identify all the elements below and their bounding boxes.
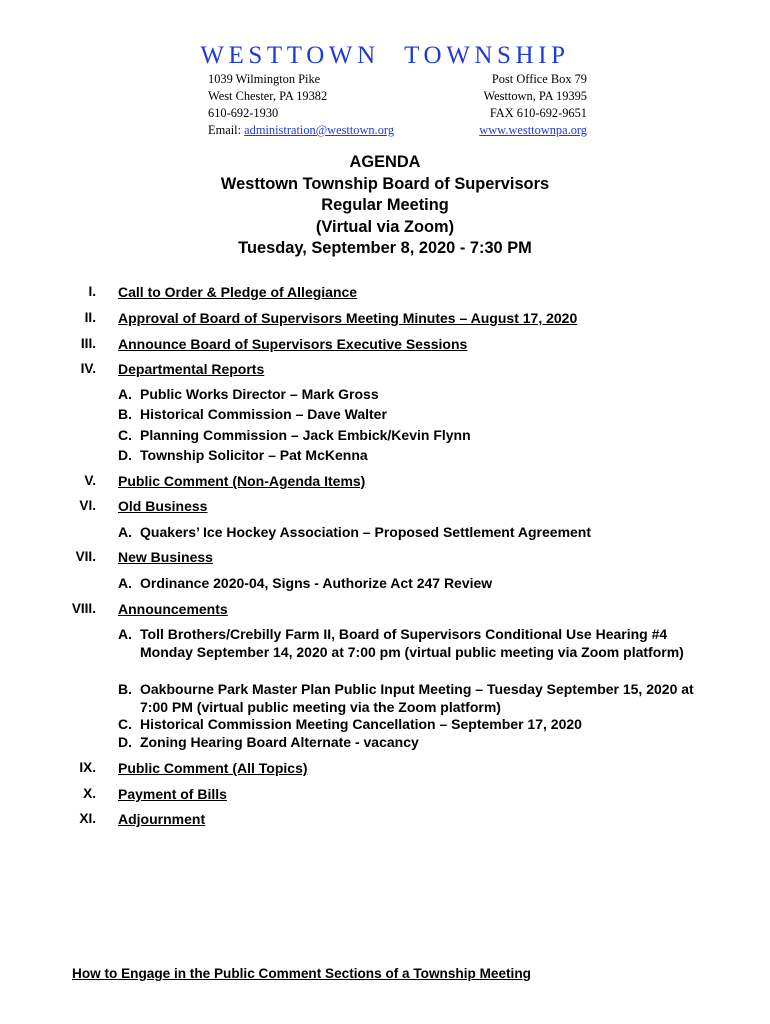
fax-number: FAX 610-692-9651 — [489, 106, 587, 120]
item-title: Adjournment — [118, 811, 206, 827]
agenda-title: AGENDA — [349, 153, 421, 171]
item-numeral: II. — [84, 310, 96, 325]
item-numeral: VIII. — [71, 601, 96, 616]
sub-item-text: Planning Commission – Jack Embick/Kevin Flynn — [140, 427, 471, 443]
sub-item — [118, 406, 718, 424]
sub-item — [118, 427, 718, 445]
sub-item-text: Oakbourne Park Master Plan Public Input Meeting – Tuesday September 15, 2020 at 7:00 PM (virtual public meeting via the Zoom platform) — [140, 681, 694, 715]
sub-item-letter: B. — [118, 406, 132, 422]
website-link[interactable]: www.westtownpa.org — [479, 123, 587, 137]
public-comment-engagement-link[interactable]: How to Engage in the Public Comment Sections of a Township Meeting — [72, 966, 531, 981]
sub-item — [118, 716, 718, 734]
item-title: Public Comment (All Topics) — [118, 760, 308, 776]
sub-item-letter: D. — [118, 734, 132, 750]
phone-number: 610-692-1930 — [208, 106, 279, 120]
sub-item-text: Ordinance 2020-04, Signs - Authorize Act 247 Review — [140, 575, 493, 591]
item-title: Approval of Board of Supervisors Meeting Minutes – August 17, 2020 — [118, 310, 578, 326]
mailing-address-block — [208, 71, 394, 139]
item-title: Old Business — [118, 498, 208, 514]
item-title: Call to Order & Pledge of Allegiance — [118, 284, 358, 300]
item-numeral: IX. — [79, 760, 96, 775]
sub-item — [118, 734, 718, 752]
sub-item-text: Historical Commission Meeting Cancellation – September 17, 2020 — [140, 716, 582, 732]
sub-item-letter: A. — [118, 524, 132, 540]
sub-item-letter: A. — [118, 386, 132, 402]
sub-item-letter: C. — [118, 716, 132, 732]
item-numeral: VI. — [79, 498, 96, 513]
item-title: Announce Board of Supervisors Executive Sessions — [118, 336, 468, 352]
sub-item — [118, 386, 718, 404]
sub-item-text: Zoning Hearing Board Alternate - vacancy — [140, 734, 419, 750]
item-title: Payment of Bills — [118, 786, 227, 802]
meeting-type: Regular Meeting — [321, 196, 449, 214]
sub-item — [118, 681, 718, 716]
city-state-zip: West Chester, PA 19382 — [208, 89, 328, 103]
item-numeral: XI. — [79, 811, 96, 826]
item-numeral: VII. — [75, 549, 96, 564]
email-link[interactable]: administration@westtown.org — [244, 123, 395, 137]
sub-item — [118, 575, 718, 593]
item-numeral: X. — [83, 786, 96, 801]
sub-item-text: Toll Brothers/Crebilly Farm II, Board of Supervisors Conditional Use Hearing #4 Monday September 14, 2020 at 7:00 pm (virtual public meeting via Zoom platform) — [140, 626, 684, 660]
item-numeral: V. — [84, 473, 96, 488]
sub-item-letter: B. — [118, 681, 132, 697]
email-line — [208, 122, 394, 139]
po-city-state-zip: Westtown, PA 19395 — [483, 89, 587, 103]
meeting-date: Tuesday, September 8, 2020 - 7:30 PM — [238, 239, 532, 257]
street-address: 1039 Wilmington Pike — [208, 72, 321, 86]
sub-item — [118, 524, 718, 542]
agenda-heading — [0, 152, 770, 260]
sub-item-text: Historical Commission – Dave Walter — [140, 406, 387, 422]
meeting-format: (Virtual via Zoom) — [315, 217, 455, 236]
email-label: Email: — [208, 123, 245, 137]
sub-item-letter: C. — [118, 427, 132, 443]
item-numeral: I. — [88, 284, 96, 299]
sub-item-letter: A. — [118, 626, 132, 642]
po-box-address-block — [479, 71, 587, 139]
item-title: New Business — [118, 549, 213, 565]
item-numeral: IV. — [80, 361, 96, 376]
sub-item-text: Public Works Director – Mark Gross — [140, 386, 379, 402]
sub-item — [118, 447, 718, 465]
sub-item-text: Township Solicitor – Pat McKenna — [140, 447, 368, 463]
sub-item-letter: D. — [118, 447, 132, 463]
item-title: Public Comment (Non-Agenda Items) — [118, 473, 366, 489]
po-box: Post Office Box 79 — [491, 72, 587, 86]
board-name: Westtown Township Board of Supervisors — [220, 174, 550, 193]
item-title: Announcements — [118, 601, 228, 617]
item-numeral: III. — [80, 336, 96, 351]
item-title: Departmental Reports — [118, 361, 265, 377]
township-letterhead-title: WESTTOWN TOWNSHIP — [200, 42, 570, 69]
sub-item — [118, 626, 718, 661]
sub-item-letter: A. — [118, 575, 132, 591]
sub-item-text: Quakers’ Ice Hockey Association – Proposed Settlement Agreement — [140, 524, 592, 540]
